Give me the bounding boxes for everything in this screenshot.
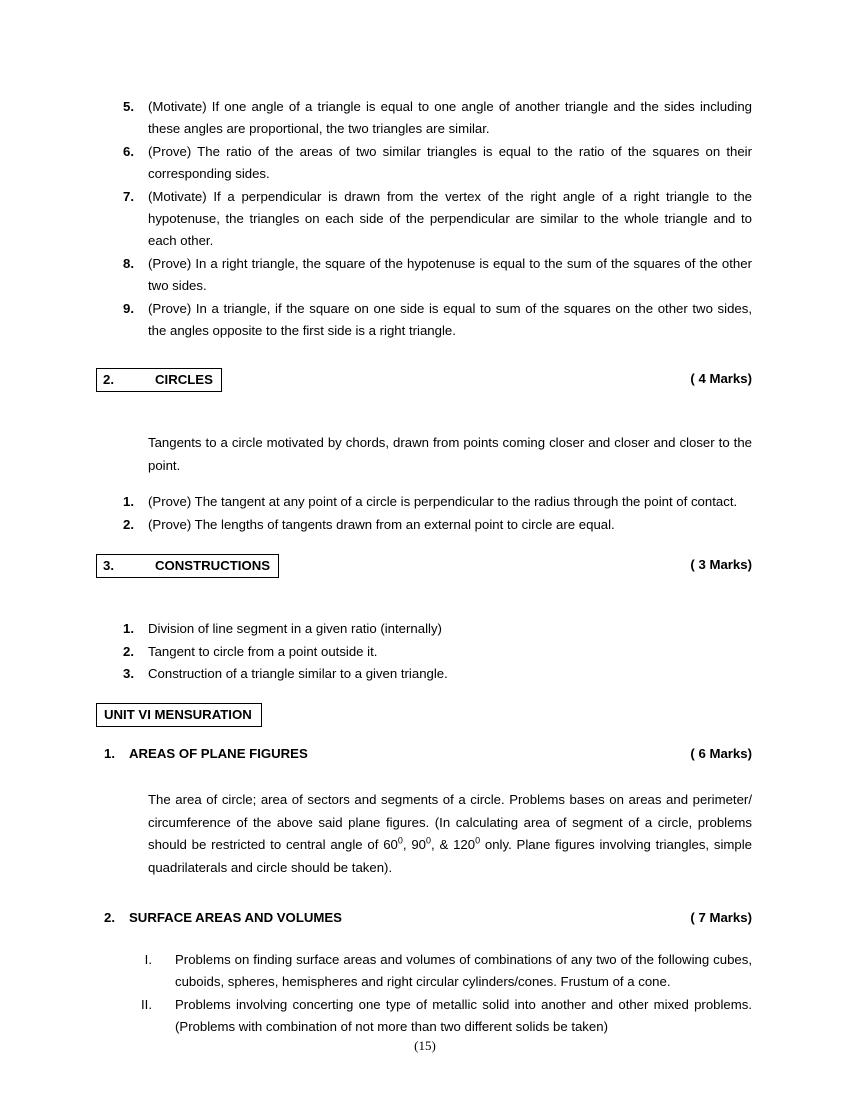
list-item-text: (Motivate) If a perpendicular is drawn from the vertex of the right angle of a right triangle to the hypotenuse, the triangles on each side of the perpendicular are similar to the whole triangle and to each other. bbox=[148, 188, 752, 249]
constructions-section-marks: ( 3 Marks) bbox=[690, 557, 752, 573]
list-item-number: 8. bbox=[123, 255, 134, 271]
list-item-text: (Prove) The lengths of tangents drawn from an external point to circle are equal. bbox=[148, 516, 615, 532]
list-item-number: 9. bbox=[123, 300, 134, 316]
spacer bbox=[96, 536, 752, 554]
areas-of-plane-figures-number: 1. bbox=[104, 746, 115, 762]
list-item-number: 2. bbox=[123, 516, 134, 532]
constructions-section-header-row bbox=[96, 554, 752, 578]
spacer bbox=[96, 685, 752, 703]
list-item-text: Construction of a triangle similar to a given triangle. bbox=[148, 665, 448, 681]
paragraph-segment-4: only. Plane figures involving triangles, simple quadrilaterals and circle should be taken). bbox=[148, 837, 752, 875]
constructions-section-title: CONSTRUCTIONS bbox=[155, 558, 271, 574]
paragraph-segment-2: , 90 bbox=[402, 837, 427, 853]
list-item-number: 1. bbox=[123, 621, 134, 637]
list-item-number: 3. bbox=[123, 665, 134, 681]
list-item-text: Problems involving concerting one type of metallic solid into another and other mixed problems. (Problems with combination of not more than two different solids be taken) bbox=[175, 996, 752, 1035]
list-item bbox=[96, 141, 752, 186]
spacer bbox=[96, 727, 752, 745]
list-item-number: 2. bbox=[123, 643, 134, 659]
list-item-roman-number: II. bbox=[141, 996, 152, 1012]
list-item bbox=[96, 994, 752, 1039]
surface-areas-and-volumes-number: 2. bbox=[104, 909, 115, 925]
spacer bbox=[96, 342, 752, 368]
page-footer bbox=[0, 1038, 850, 1054]
triangles-theorem-list bbox=[96, 96, 752, 342]
list-item-text: (Prove) In a right triangle, the square of the hypotenuse is equal to the sum of the squares of the other two sides. bbox=[148, 255, 752, 294]
paragraph-segment-1: The area of circle; area of sectors and segments of a circle. Problems bases on areas and perimeter/ circumference of the above said plane figures. (In calculating area of segment of a circle, problems should be restricted to central angle of 60 bbox=[148, 792, 752, 853]
areas-of-plane-figures-paragraph bbox=[96, 789, 752, 879]
circles-section-title: CIRCLES bbox=[155, 372, 213, 388]
list-item bbox=[96, 298, 752, 343]
list-item-text: Division of line segment in a given ratio (internally) bbox=[148, 621, 442, 637]
circles-intro-paragraph: Tangents to a circle motivated by chords, drawn from points coming closer and closer and closer to the point. bbox=[148, 435, 752, 473]
circles-section-number: 2. bbox=[103, 372, 114, 388]
list-item bbox=[96, 96, 752, 141]
list-item bbox=[96, 949, 752, 994]
circles-section-heading bbox=[96, 368, 222, 392]
surface-areas-and-volumes-marks: ( 7 Marks) bbox=[690, 909, 752, 925]
unit-six-banner: UNIT VI MENSURATION bbox=[96, 703, 262, 727]
list-item bbox=[96, 186, 752, 253]
areas-of-plane-figures-heading-row bbox=[96, 745, 752, 763]
page-number: (15) bbox=[414, 1038, 436, 1053]
spacer bbox=[96, 879, 752, 909]
constructions-section-number: 3. bbox=[103, 558, 114, 574]
areas-of-plane-figures-marks: ( 6 Marks) bbox=[690, 746, 752, 762]
surface-areas-and-volumes-list bbox=[96, 949, 752, 1039]
list-item-text: Tangent to circle from a point outside it. bbox=[148, 643, 378, 659]
list-item-number: 6. bbox=[123, 143, 134, 159]
spacer bbox=[96, 392, 752, 432]
list-item-text: (Prove) The ratio of the areas of two similar triangles is equal to the ratio of the squares on their corresponding sides. bbox=[148, 143, 752, 182]
degree-superscript-90: 0 bbox=[426, 835, 432, 846]
list-item bbox=[96, 618, 752, 640]
surface-areas-and-volumes-title: SURFACE AREAS AND VOLUMES bbox=[129, 909, 342, 925]
list-item-number: 5. bbox=[123, 99, 134, 114]
surface-areas-and-volumes-heading-row bbox=[96, 909, 752, 927]
list-item bbox=[96, 253, 752, 298]
list-item-text: (Motivate) If one angle of a triangle is equal to one angle of another triangle and the sides including these angles are proportional, the two triangles are similar. bbox=[148, 99, 752, 137]
spacer bbox=[96, 763, 752, 789]
list-item-number: 7. bbox=[123, 188, 134, 204]
spacer bbox=[96, 927, 752, 949]
circles-section-marks: ( 4 Marks) bbox=[690, 371, 752, 387]
degree-superscript-120: 0 bbox=[475, 835, 481, 846]
degree-superscript-60: 0 bbox=[397, 835, 403, 846]
list-item-text: (Prove) The tangent at any point of a circle is perpendicular to the radius through the point of contact. bbox=[148, 494, 738, 510]
list-item bbox=[96, 663, 752, 685]
list-item bbox=[96, 514, 752, 536]
list-item bbox=[96, 641, 752, 663]
constructions-list bbox=[96, 618, 752, 685]
page-content bbox=[96, 96, 752, 1039]
list-item bbox=[96, 491, 752, 513]
list-item-text: Problems on finding surface areas and volumes of combinations of any two of the following cubes, cuboids, spheres, hemispheres and right circular cylinders/cones. Frustum of a cone. bbox=[175, 951, 752, 990]
circles-section-header-row bbox=[96, 368, 752, 392]
unit-six-banner-row bbox=[96, 703, 752, 727]
circles-theorem-list bbox=[96, 491, 752, 536]
list-item-text: (Prove) In a triangle, if the square on one side is equal to sum of the squares on the other two sides, the angles opposite to the first side is a right triangle. bbox=[148, 300, 752, 339]
list-item-roman-number: I. bbox=[144, 951, 152, 967]
list-item-number: 1. bbox=[123, 494, 134, 510]
spacer bbox=[96, 477, 752, 491]
areas-of-plane-figures-title: AREAS OF PLANE FIGURES bbox=[129, 746, 308, 762]
paragraph-segment-3: , & 120 bbox=[431, 837, 476, 853]
constructions-section-heading bbox=[96, 554, 279, 578]
spacer bbox=[96, 578, 752, 618]
